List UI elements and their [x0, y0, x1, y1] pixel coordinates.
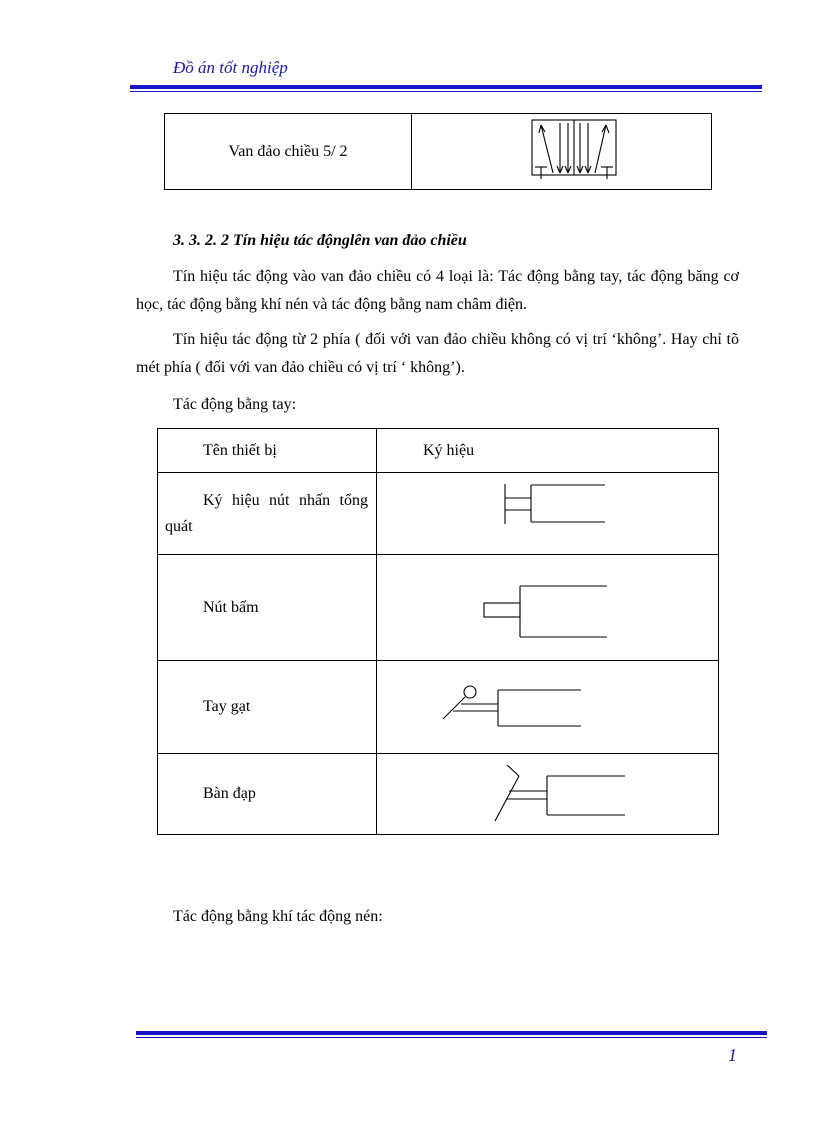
- valve-table: [164, 113, 712, 190]
- header-symbol: Ký hiệu: [377, 429, 719, 473]
- page-number: 1: [728, 1045, 737, 1065]
- row-symbol-cell: [377, 661, 719, 754]
- header-rule: [130, 85, 762, 89]
- manual-label: Tác động bằng tay:: [173, 396, 297, 413]
- row-symbol-cell: [377, 754, 719, 835]
- pedal-symbol-icon: [489, 762, 629, 824]
- manual-actuation-table: [157, 428, 719, 835]
- row-symbol-cell: [377, 555, 719, 661]
- general-push-button-symbol-icon: [499, 482, 609, 532]
- paragraph-1: Tín hiệu tác động vào van đảo chiều có 4 loại là: Tác động bằng tay, tác động băng cơ học, tác động bằng khí nén và tác động bằng nam châm điện.: [136, 268, 739, 313]
- row-name: Tay gạt: [158, 661, 377, 754]
- pneumatic-label: Tác động bằng khí tác động nén:: [173, 908, 383, 925]
- row-name: Bàn đạp: [158, 754, 377, 835]
- table-row: [158, 661, 719, 754]
- 5-2-directional-valve-icon: [529, 117, 619, 185]
- section-heading: 3. 3. 2. 2 Tín hiệu tác độnglên van đảo chiều: [173, 232, 467, 249]
- footer-rule-thin: [136, 1037, 767, 1038]
- paragraph-2: Tín hiệu tác động từ 2 phía ( đối với van đảo chiều không có vị trí ‘không’. Hay chỉ tõ mét phía ( đối với van đảo chiều có vị trí ‘ không’).: [136, 331, 739, 376]
- header-rule-thin: [130, 91, 762, 92]
- table-row: [158, 555, 719, 661]
- table-row: [158, 754, 719, 835]
- footer-rule: [136, 1031, 767, 1035]
- row-symbol-cell: [377, 473, 719, 555]
- row-name: Ký hiệu nút nhấn tổng quát: [158, 473, 377, 555]
- row-name: Nút bấm: [158, 555, 377, 661]
- table-row: [158, 473, 719, 555]
- push-button-symbol-icon: [481, 583, 611, 643]
- lever-symbol-icon: [439, 683, 589, 733]
- valve-symbol-cell: [412, 114, 712, 190]
- header-title: Đồ án tốt nghiệp: [173, 58, 288, 77]
- valve-name: Van đảo chiều 5/ 2: [165, 114, 412, 190]
- header-device-name: Tên thiết bị: [158, 429, 377, 473]
